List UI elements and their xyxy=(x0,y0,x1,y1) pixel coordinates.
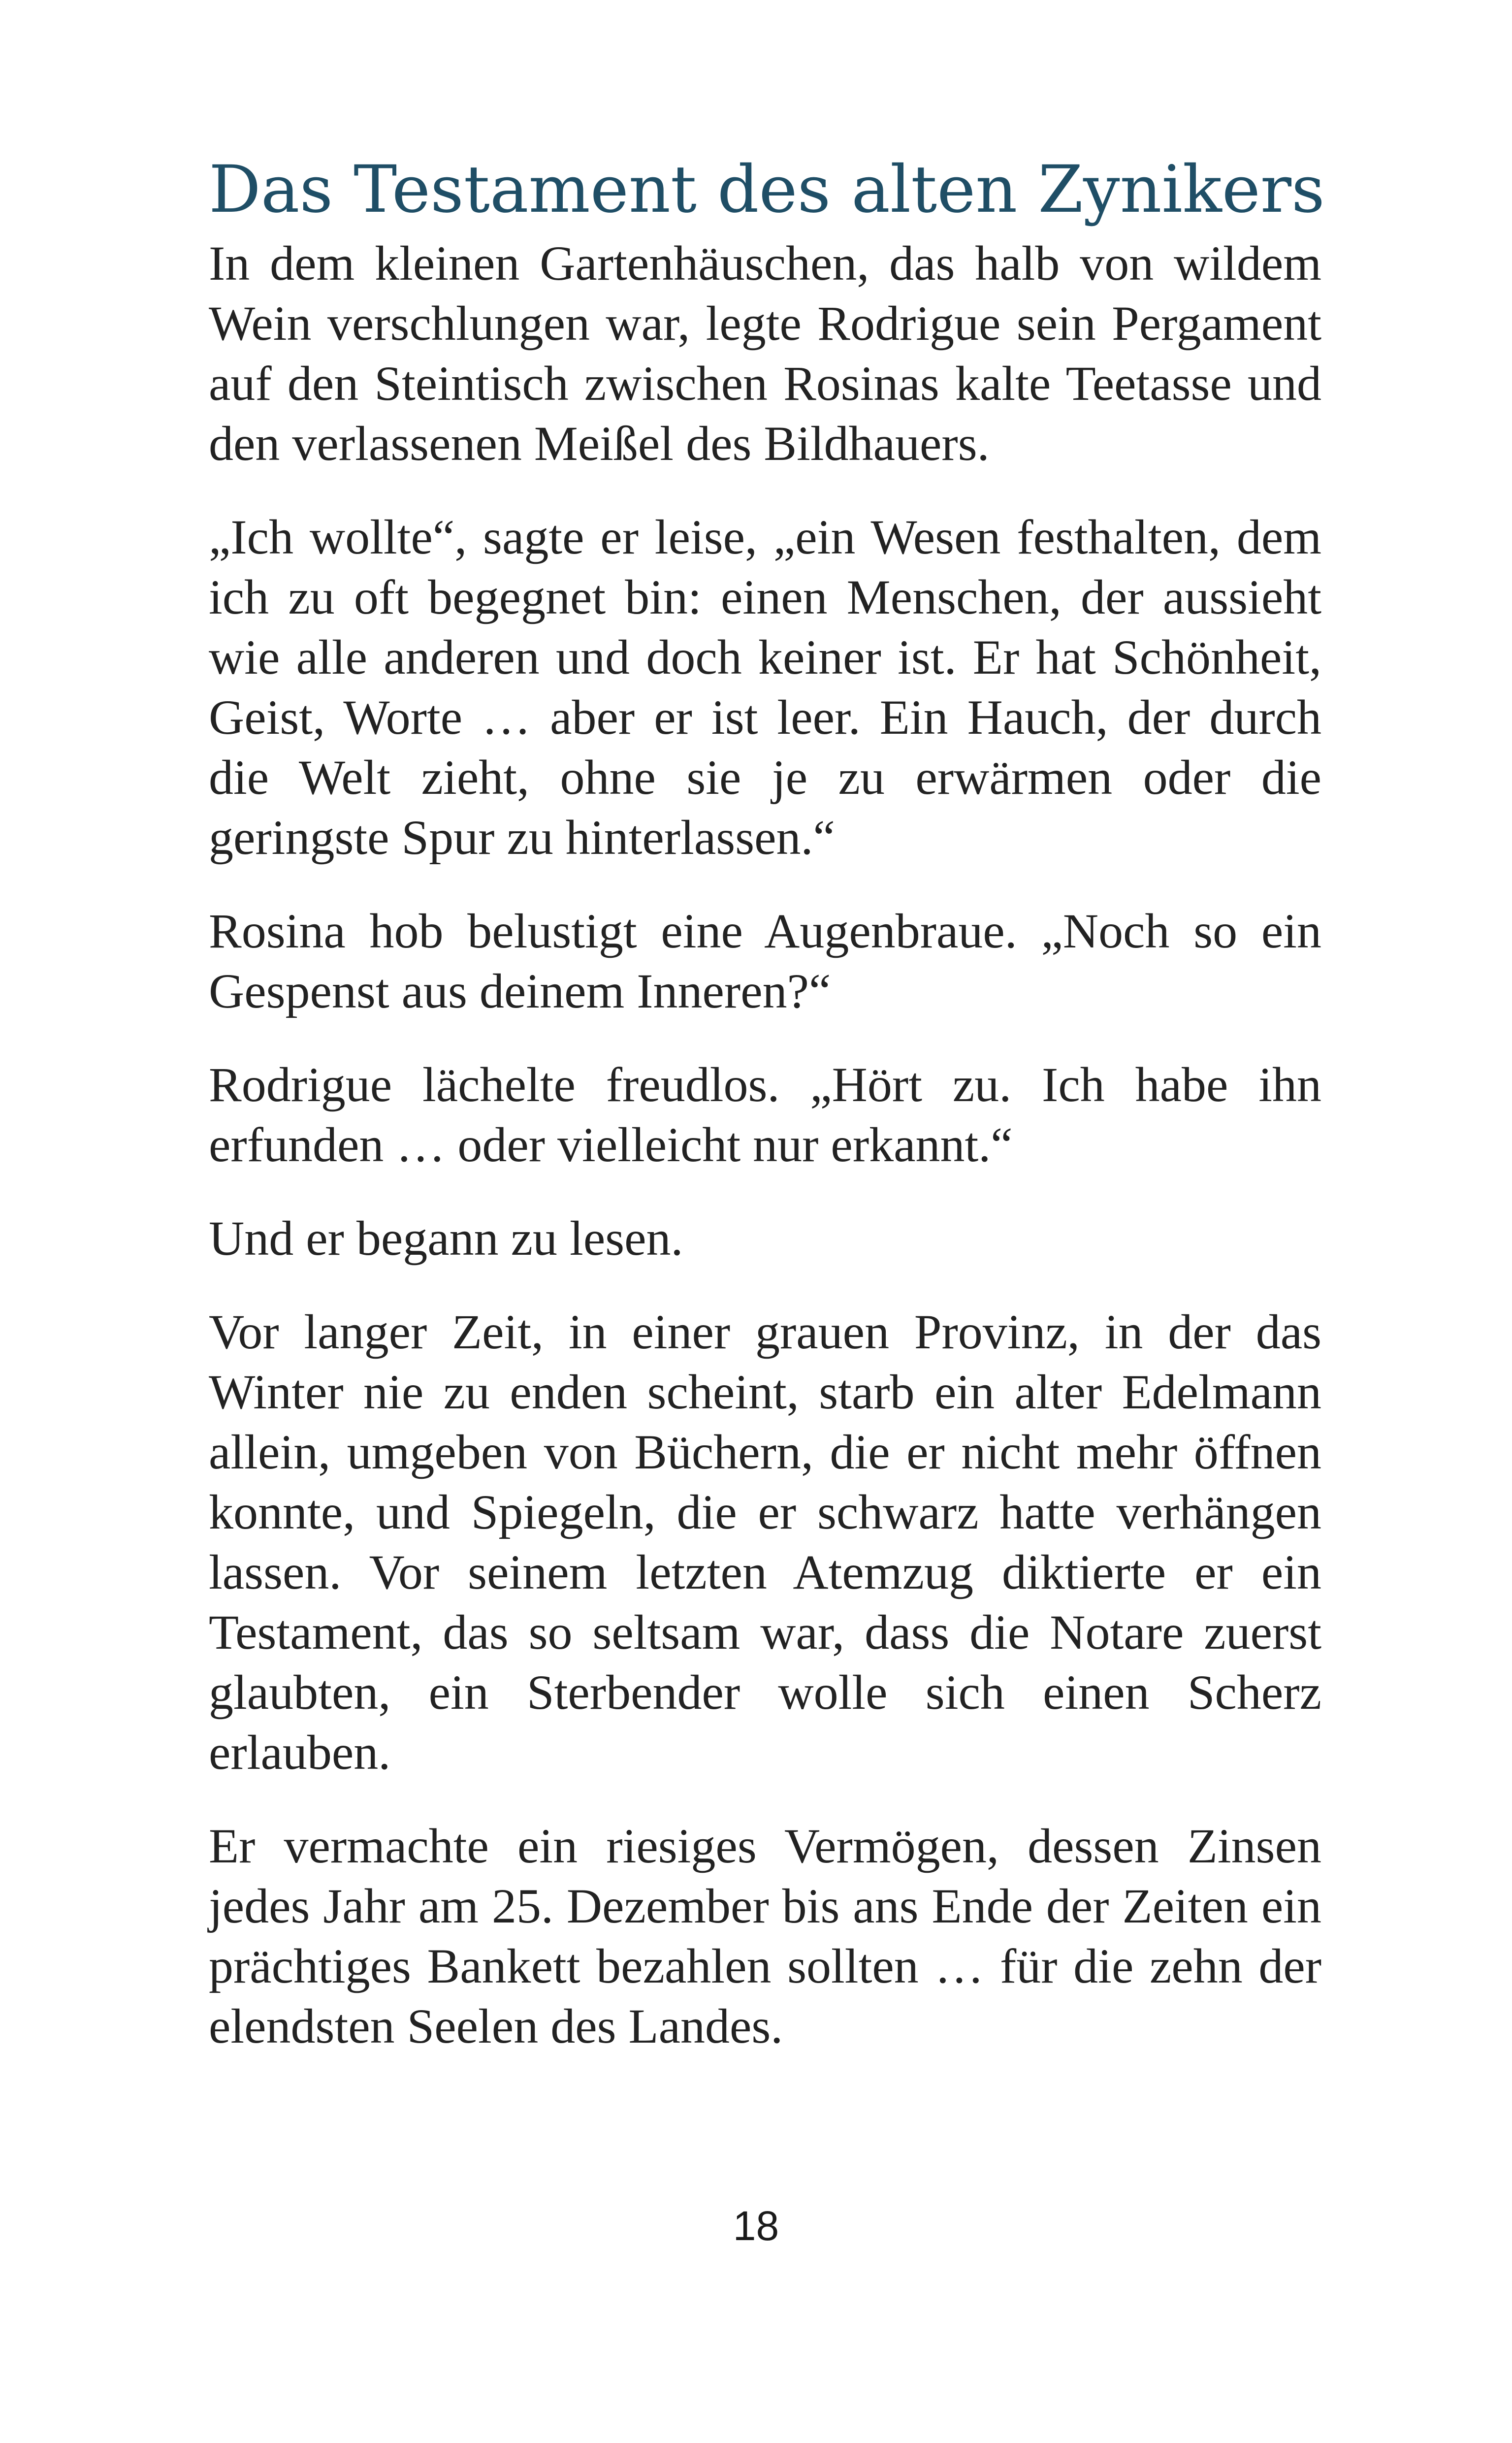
page-content xyxy=(209,148,1325,2090)
paragraph-2: „Ich wollte“, sagte er leise, „ein Wesen festhalten, dem ich zu oft begegnet bin: einen Menschen, der aussieht wie alle anderen und doch keiner ist. Er hat Schönheit, Geist, Worte … aber er ist leer. Ein Hauch, der durch die Welt zieht, ohne sie je zu erwärmen oder die geringste Spur zu hinterlassen.“ xyxy=(209,510,1321,865)
paragraph-1: In dem kleinen Gartenhäuschen, das halb von wildem Wein verschlungen war, legte Rodrigue sein Pergament auf den Steintisch zwischen Rosinas kalte Teetasse und den verlassenen Meißel des Bildhauers. xyxy=(209,236,1321,471)
paragraph-5: Und er begann zu lesen. xyxy=(209,1211,683,1266)
paragraph-3: Rosina hob belustigt eine Augenbraue. „Noch so ein Gespenst aus deinem Inneren?“ xyxy=(209,904,1321,1018)
paragraph-6: Vor langer Zeit, in einer grauen Provinz, in der das Winter nie zu enden scheint, starb ein alter Edelmann allein, umgeben von Büchern, die er nicht mehr öffnen konnte, und Spiegeln, die er schwarz hatte verhängen lassen. Vor seinem letzten Atemzug diktierte er ein Testament, das so seltsam war, dass die Notare zuerst glaubten, ein Sterbender wolle sich einen Scherz erlauben. xyxy=(209,1304,1321,1780)
chapter-title: Das Testament des alten Zynikers xyxy=(209,152,1325,228)
paragraph-7: Er vermachte ein riesiges Vermögen, dessen Zinsen jedes Jahr am 25. Dezember bis ans Ende der Zeiten ein prächtiges Bankett bezahlen sollten … für die zehn der elendsten Seelen des Landes. xyxy=(209,1819,1321,2053)
paragraph-4: Rodrigue lächelte freudlos. „Hört zu. Ich habe ihn erfunden … oder vielleicht nur erkannt.“ xyxy=(209,1057,1321,1172)
page-number: 18 xyxy=(733,2203,779,2249)
